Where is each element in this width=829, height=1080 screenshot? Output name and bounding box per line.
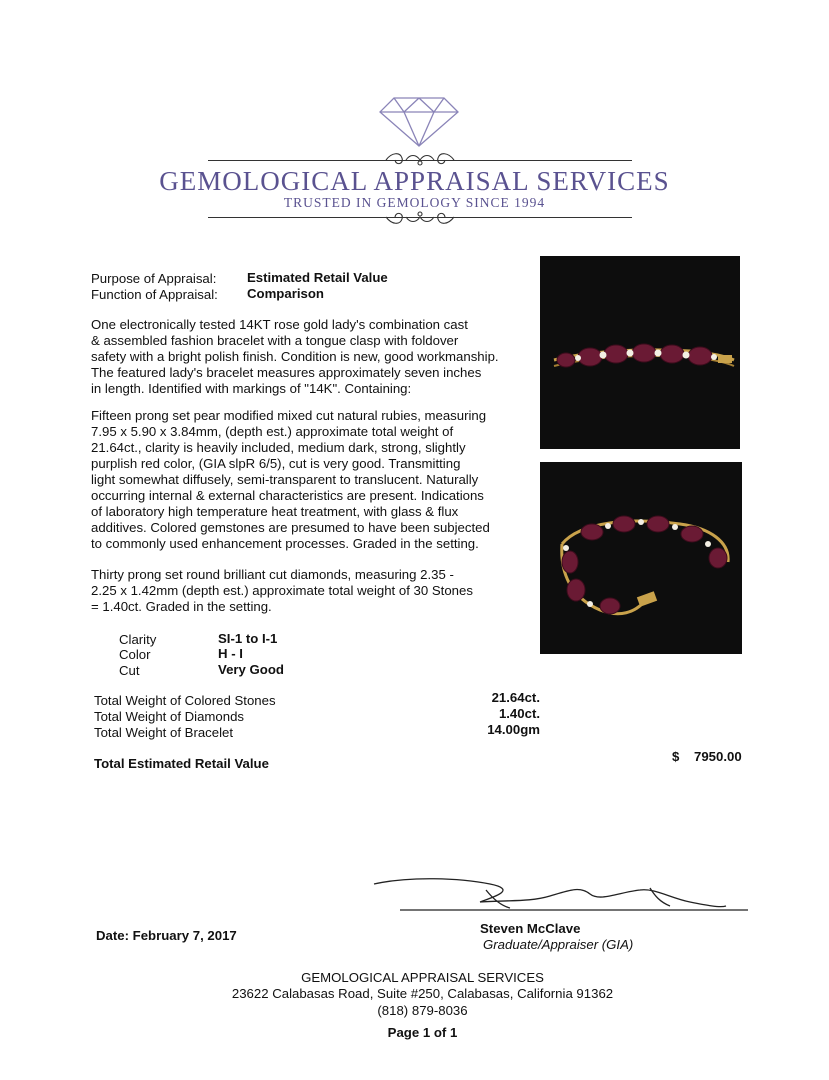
total-currency: $ — [672, 749, 680, 764]
rubies-line: occurring internal & external characteristics are present. Indications — [91, 488, 484, 503]
diamonds-line: Thirty prong set round brilliant cut diamonds, measuring 2.35 - — [91, 567, 454, 582]
brand-name: GEMOLOGICAL APPRAISAL SERVICES — [159, 166, 670, 196]
description-paragraph — [91, 317, 499, 397]
description-line: & assembled fashion bracelet with a tongue clasp with foldover — [91, 333, 459, 348]
grade-label-cut: Cut — [119, 663, 140, 678]
rubies-line: purplish red color, (GIA slpR 6/5), cut is very good. Transmitting — [91, 456, 461, 471]
description-line: The featured lady's bracelet measures approximately seven inches — [91, 365, 482, 380]
description-line: in length. Identified with markings of "14K". Containing: — [91, 381, 412, 396]
grade-label-clarity: Clarity — [119, 632, 157, 647]
description-line: One electronically tested 14KT rose gold lady's combination cast — [91, 317, 468, 332]
grade-value-clarity: SI-1 to I-1 — [218, 631, 278, 646]
weight-label-colored: Total Weight of Colored Stones — [94, 693, 276, 708]
weight-value-colored: 21.64ct. — [491, 690, 540, 705]
total-amount: 7950.00 — [694, 749, 742, 764]
diamond-icon — [378, 96, 460, 148]
grade-value-cut: Very Good — [218, 662, 284, 677]
purpose-value: Estimated Retail Value — [247, 270, 388, 285]
footer-address: 23622 Calabasas Road, Suite #250, Calabasas, California 91362 — [231, 986, 614, 1001]
grade-value-color: H - I — [218, 646, 243, 661]
weight-value-diamonds: 1.40ct. — [498, 706, 540, 721]
footer-phone: (818) 879-8036 — [377, 1003, 468, 1018]
rubies-line: of laboratory high temperature heat treatment, with glass & flux — [91, 504, 459, 519]
appraisal-date: Date: February 7, 2017 — [96, 928, 237, 943]
rubies-line: light somewhat diffusely, semi-transparent to translucent. Naturally — [91, 472, 479, 487]
diamonds-line: 2.25 x 1.42mm (depth est.) approximate total weight of 30 Stones — [91, 583, 473, 598]
function-value: Comparison — [247, 286, 324, 301]
diamonds-line: = 1.40ct. Graded in the setting. — [91, 599, 272, 614]
rubies-line: additives. Colored gemstones are presumed to have been subjected — [91, 520, 490, 535]
description-line: safety with a bright polish finish. Condition is new, good workmanship. — [91, 349, 499, 364]
weight-label-bracelet: Total Weight of Bracelet — [94, 725, 234, 740]
total-label: Total Estimated Retail Value — [94, 756, 269, 771]
footer-company: GEMOLOGICAL APPRAISAL SERVICES — [301, 970, 544, 985]
rubies-line: Fifteen prong set pear modified mixed cut natural rubies, measuring — [91, 408, 487, 423]
rubies-line: 21.64ct., clarity is heavily included, medium dark, strong, slightly — [91, 440, 466, 455]
diamonds-paragraph — [91, 567, 473, 615]
brand-tagline: TRUSTED IN GEMOLOGY SINCE 1994 — [283, 195, 546, 210]
function-label: Function of Appraisal: — [91, 287, 218, 302]
purpose-label: Purpose of Appraisal: — [91, 271, 217, 286]
rubies-line: to commonly used enhancement processes. Graded in the setting. — [91, 536, 479, 551]
scroll-ornament-bottom — [382, 205, 458, 229]
appraiser-title: Graduate/Appraiser (GIA) — [483, 937, 634, 952]
bracelet-photo-flat — [540, 256, 740, 449]
page-number: Page 1 of 1 — [387, 1025, 458, 1040]
grade-label-color: Color — [119, 647, 151, 662]
rubies-paragraph — [91, 408, 490, 552]
rubies-line: 7.95 x 5.90 x 3.84mm, (depth est.) approximate total weight of — [91, 424, 454, 439]
bracelet-photo-curved — [540, 462, 742, 654]
appraiser-name: Steven McClave — [480, 921, 581, 936]
weight-value-bracelet: 14.00gm — [487, 722, 540, 737]
appraiser-signature — [370, 872, 750, 922]
weight-label-diamonds: Total Weight of Diamonds — [94, 709, 245, 724]
